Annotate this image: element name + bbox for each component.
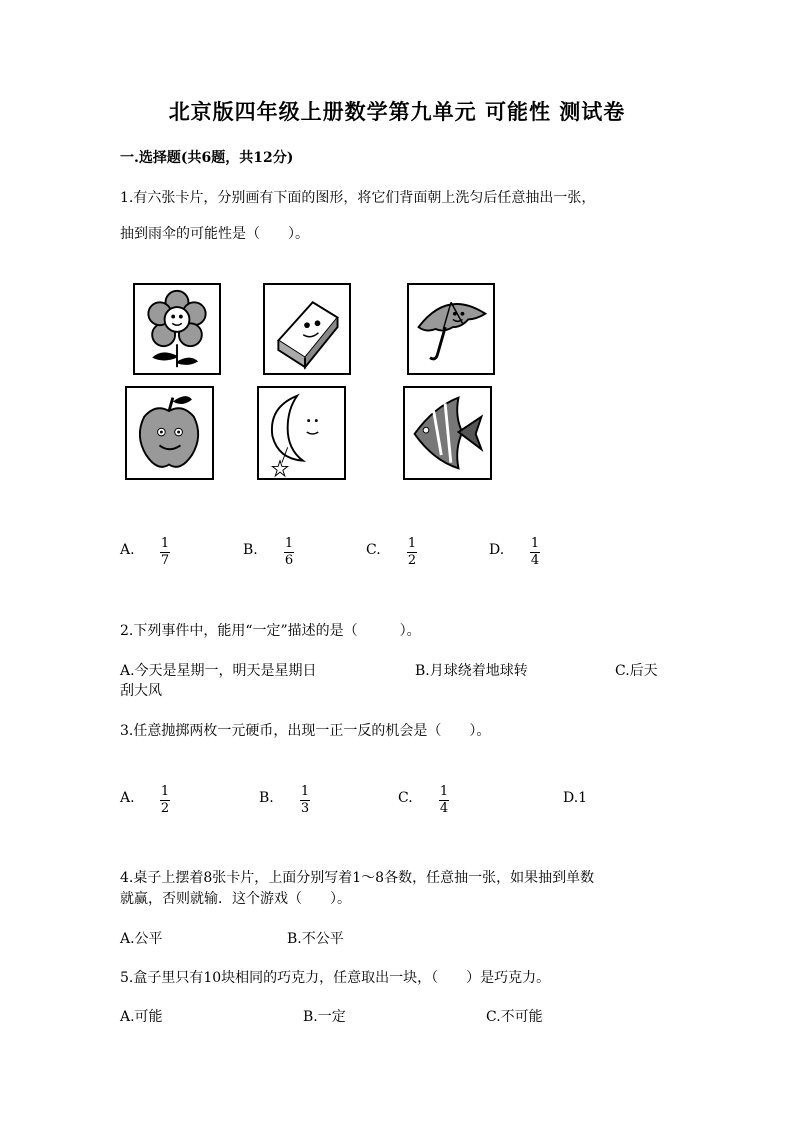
q2-option-b: B.月球绕着地球转	[415, 663, 528, 679]
q3-text: 3.任意抛掷两枚一元硬币，出现一正一反的机会是（ ）。	[120, 723, 491, 739]
q1-option-a-label: A.	[120, 542, 135, 558]
q2-option-c-line2: 刮大风	[120, 683, 162, 699]
q3-option-a-fraction	[160, 785, 170, 816]
q3-option-d: D.1	[563, 790, 588, 806]
moon-card-image	[257, 386, 346, 480]
q3-option-b-numerator: 1	[300, 784, 310, 799]
q5-text: 5.盒子里只有10块相同的巧克力，任意取出一块，（ ）是巧克力。	[120, 970, 551, 986]
q3-option-a-label: A.	[120, 790, 135, 806]
q2-option-c-line1: C.后天	[615, 663, 658, 679]
q4-option-a: A.公平	[120, 931, 163, 947]
q1-option-d-numerator: 1	[530, 536, 540, 551]
q4-text-line2: 就赢，否则就输．这个游戏（ ）。	[120, 891, 351, 907]
q5-option-c: C.不可能	[486, 1009, 543, 1025]
q1-text-line1: 1.有六张卡片，分别画有下面的图形，将它们背面朝上洗匀后任意抽出一张，	[120, 190, 596, 206]
flower-card-image	[133, 283, 221, 375]
q1-option-a-numerator: 1	[160, 536, 170, 551]
q3-option-b-label: B.	[259, 790, 274, 806]
q3-option-b-fraction	[300, 785, 310, 816]
q1-option-d-label: D.	[489, 542, 505, 558]
book-card-image	[263, 283, 351, 375]
q3-option-c-denominator: 4	[439, 801, 449, 816]
q3-option-b-denominator: 3	[300, 801, 310, 816]
q2-option-a: A.今天是星期一，明天是星期日	[120, 663, 317, 679]
section-header: 一.选择题(共6题，共12分)	[120, 150, 294, 166]
q1-option-b-numerator: 1	[284, 536, 294, 551]
q1-option-b-fraction	[284, 537, 294, 568]
q1-option-a-fraction	[160, 537, 170, 568]
q1-option-c-fraction	[407, 537, 417, 568]
apple-card-image	[125, 386, 214, 480]
q1-text-line2: 抽到雨伞的可能性是（ ）。	[120, 226, 309, 242]
q5-option-a: A.可能	[120, 1009, 163, 1025]
q2-text: 2.下列事件中，能用“一定”描述的是（ ）。	[120, 623, 421, 639]
q1-option-b-label: B.	[243, 542, 258, 558]
q3-option-a-numerator: 1	[160, 784, 170, 799]
q1-option-c-denominator: 2	[407, 553, 417, 568]
page-title: 北京版四年级上册数学第九单元 可能性 测试卷	[168, 99, 626, 124]
q1-option-b-denominator: 6	[284, 553, 294, 568]
q3-option-c-numerator: 1	[439, 784, 449, 799]
q5-option-b: B.一定	[303, 1009, 346, 1025]
q1-option-c-label: C.	[366, 542, 381, 558]
q4-option-b: B.不公平	[287, 931, 344, 947]
q3-option-c-fraction	[439, 785, 449, 816]
q3-option-c-label: C.	[398, 790, 413, 806]
q4-text-line1: 4.桌子上摆着8张卡片，上面分别写着1～8各数，任意抽一张，如果抽到单数	[120, 870, 595, 886]
q1-option-a-denominator: 7	[160, 553, 170, 568]
q1-option-d-fraction	[530, 537, 540, 568]
q3-option-a-denominator: 2	[160, 801, 170, 816]
q1-option-d-denominator: 4	[530, 553, 540, 568]
q1-option-c-numerator: 1	[407, 536, 417, 551]
fish-card-image	[403, 386, 492, 480]
umbrella-card-image	[407, 283, 495, 375]
